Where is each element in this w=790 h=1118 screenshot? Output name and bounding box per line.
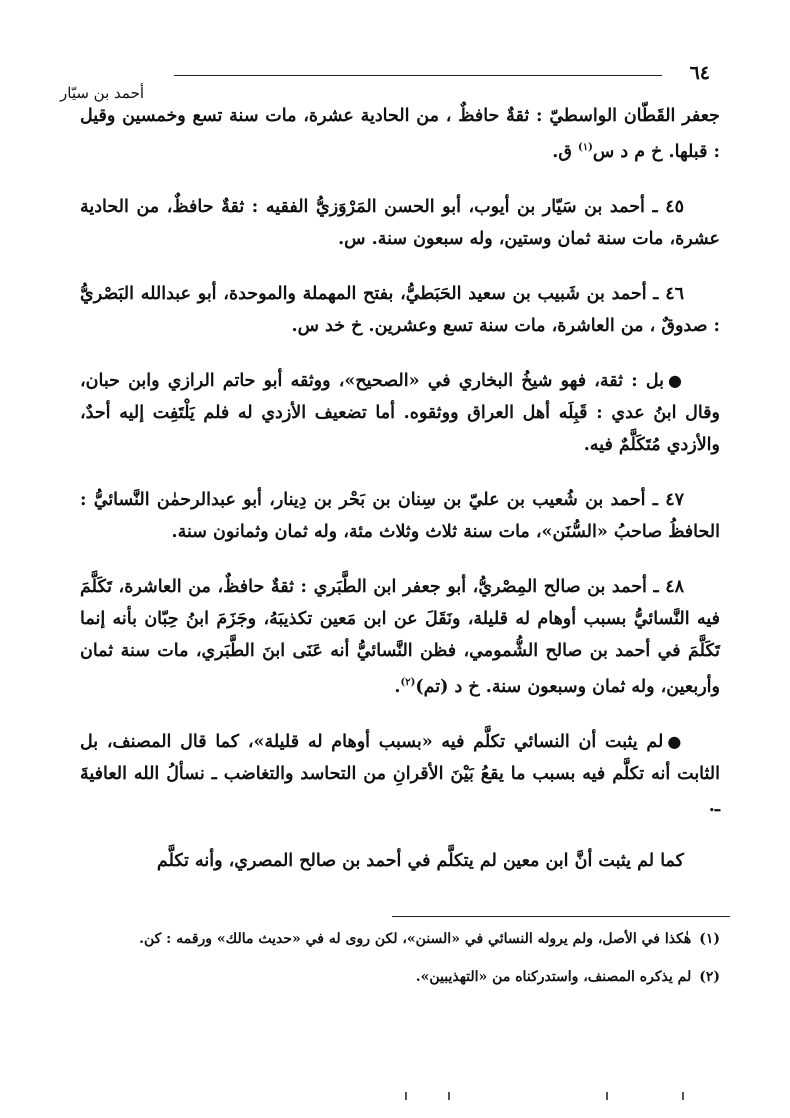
- footnote-separator: [392, 916, 730, 917]
- commentary-paragraph-48: ●لم يثبت أن النسائي تكلَّم فيه «بسبب أوهام له قليلة»، كما قال المصنف، بل الثابت أنه تكلَّم فيه بسبب ما يقعُ بَيْنَ الأقرانِ من التحاسد والتغاضب ـ نسألُ الله العافيةَ ـ.: [80, 731, 720, 816]
- scan-speck: [682, 1092, 684, 1100]
- main-text: [80, 100, 720, 900]
- entry-paragraph-45: ٤٥ ـ أحمد بن سَيّار بن أيوب، أبو الحسن المَرْوَزيُّ الفقيه : ثقةٌ حافظٌ، من الحادية عشرة، مات سنة ثمان وستين، وله سبعون سنة. س.: [80, 196, 720, 249]
- footnotes: [120, 926, 720, 1002]
- commentary-paragraph-46: ●بل : ثقة، فهو شيخُ البخاري في «الصحيح»، ووثقه أبو حاتم الرازي وابن حبان، وقال ابنُ عدي : قَبِلَه أهل العراق ووثقوه. أما تضعيف الأزدي له فلم يَلْتَفِت إليه أحدٌ، والأزدي مُتَكَلَّمٌ فيه.: [80, 370, 720, 455]
- page-number: ٦٤: [689, 62, 710, 84]
- scan-speck: [606, 1092, 608, 1100]
- bullet-icon: ●: [667, 731, 684, 751]
- entry-paragraph-46: ٤٦ ـ أحمد بن شَبيب بن سعيد الحَبَطيُّ، بفتح المهملة والموحدة، أبو عبدالله البَصْريُّ : صدوقٌ ، من العاشرة، مات سنة تسع وعشرين. خ خد س.: [80, 283, 720, 336]
- bullet-icon: ●: [667, 370, 684, 390]
- entry-paragraph-47: ٤٧ ـ أحمد بن شُعيب بن عليّ بن سِنان بن بَحْر بن دِينار، أبو عبدالرحمٰن النَّسائيُّ : الحافظُ صاحبُ «السُّنَن»، مات سنة ثلاث وثلاث مئة، وله ثمان وثمانون سنة.: [80, 489, 720, 542]
- footnote-marker: (١): [578, 142, 593, 153]
- running-title: أحمد بن سيّار: [60, 84, 145, 102]
- scan-specks: [400, 1092, 700, 1106]
- entry-paragraph-continuation: جعفر القَطّان الواسطيّ : ثقةٌ حافظٌ ، من الحادية عشرة، مات سنة تسع وخمسين وقيل : قبلها. خ م د س$^{(١)}$ ق.: [80, 106, 720, 162]
- footnote-2: (٢)لم يذكره المصنف، واستدركناه من «التهذيبين».: [415, 969, 720, 985]
- header-rule: [174, 75, 662, 76]
- entry-paragraph-48: ٤٨ ـ أحمد بن صالح المِصْريُّ، أبو جعفر ابن الطَّبَري : ثقةٌ حافظٌ، من العاشرة، تَكَلَّمَ فيه النَّسائيُّ بسبب أوهام له قليلة، ونَقَلَ عن ابن مَعين تكذيبَهُ، وجَزَمَ ابنُ حِبّان بأنه إنما تَكَلَّمَ في أحمد بن صالح الشُّمومي، فظن النَّسائيُّ أنه عَنَى ابنَ الطَّبَري، مات سنة ثمان وأربعين، وله ثمان وسبعون سنة. خ د (تم)$^{(٢)}$.: [80, 576, 720, 697]
- footnote-marker: (٢): [400, 676, 416, 688]
- scan-speck: [405, 1092, 407, 1100]
- scan-speck: [448, 1092, 450, 1100]
- commentary-paragraph-continued: كما لم يثبت أنَّ ابن معين لم يتكلَّم في أحمد بن صالح المصري، وأنه تكلَّم: [156, 850, 684, 871]
- page-header: [60, 62, 710, 102]
- footnote-1: (١)هٰكذا في الأصل، ولم يروله النسائي في «السنن»، لكن روى له في «حديث مالك» ورقمه : كن.: [139, 931, 720, 947]
